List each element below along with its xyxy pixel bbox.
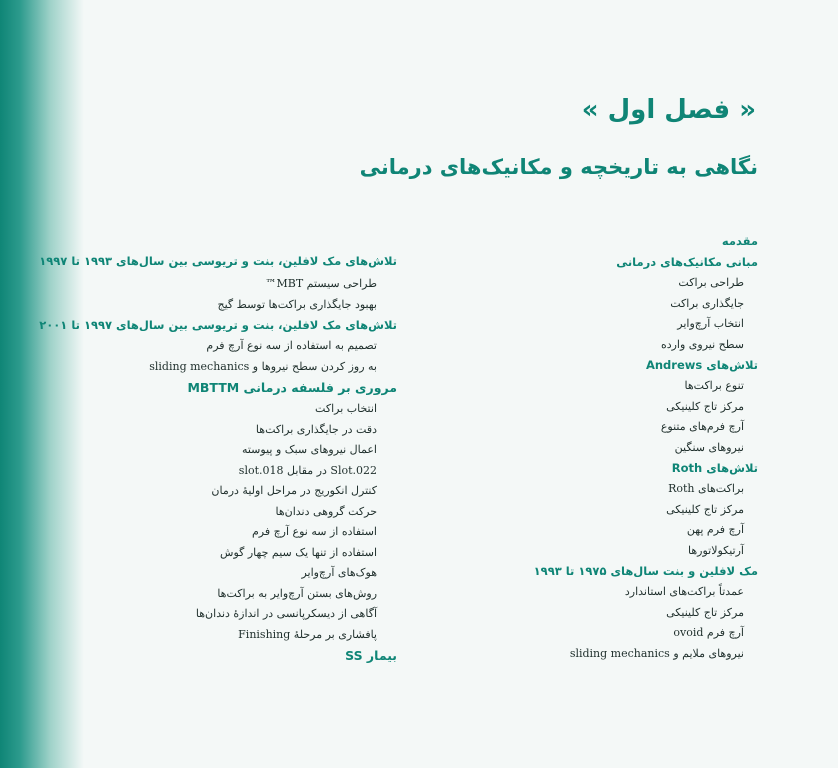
toc-item-clinical-crown-center: مرکز تاج کلینیکی (666, 399, 744, 413)
toc-heading-mbt-philosophy: مروری بر فلسفه درمانی MBTTM (187, 380, 397, 395)
toc-item-articulators: آرتیکولاتورها (688, 543, 744, 557)
toc-heading-patient-ss: بیمار SS (345, 648, 397, 663)
toc-item-archwire-hooks: هوک‌های آرچ‌وایر (301, 566, 377, 579)
toc-item-three-arch-forms-decision: تصمیم به استفاده از سه نوع آرچ فرم (206, 339, 377, 352)
toc-heading-1997-2001: تلاش‌های مک لافلین، بنت و تریوسی بین سال‌های ۱۹۹۷ تا ۲۰۰۱ (39, 318, 397, 332)
toc-item-clinical-crown-center-3: مرکز تاج کلینیکی (666, 605, 744, 619)
toc-item-archwire-selection: انتخاب آرچ‌وایر (677, 317, 744, 330)
toc-item-clinical-crown-center-2: مرکز تاج کلینیکی (666, 502, 744, 516)
toc-heading-roth: تلاش‌های Roth (671, 461, 758, 475)
toc-item-standard-brackets: عمدتاً براکت‌های استاندارد (624, 585, 744, 598)
toc-item-gauge-placement: بهبود جایگذاری براکت‌ها توسط گیج (217, 297, 377, 311)
toc-item-heavy-forces: نیروهای سنگین (674, 440, 744, 454)
toc-item-broad-arch-form: آرچ فرم پهن (686, 523, 744, 536)
toc-item-three-arch-forms-use: استفاده از سه نوع آرچ فرم (251, 525, 377, 538)
toc-item-anchorage-control: کنترل انکوریج در مراحل اولیهٔ درمان (211, 484, 377, 497)
toc-item-archwire-ligation-methods: روش‌های بستن آرچ‌وایر به براکت‌ها (217, 586, 377, 600)
toc-heading-treatment-mechanics-basics: مبانی مکانیک‌های درمانی (616, 255, 758, 269)
toc-heading-1993-1997: تلاش‌های مک لافلین، بنت و تریوسی بین سال‌های ۱۹۹۳ تا ۱۹۹۷ (39, 254, 397, 268)
toc-item-bracket-placement: جایگذاری براکت (670, 296, 744, 310)
toc-heading-andrews: تلاش‌های Andrews (645, 358, 758, 372)
toc-item-bracket-variety: تنوع براکت‌ها (684, 379, 744, 392)
table-of-contents-right-column (498, 231, 758, 664)
toc-item-group-tooth-movement: حرکت گروهی دندان‌ها (275, 504, 377, 518)
toc-item-bracket-selection: انتخاب براکت (315, 402, 377, 415)
toc-item-roth-brackets: براکت‌های Roth (668, 482, 744, 495)
toc-heading-introduction: مقدمه (721, 234, 758, 248)
toc-item-ovoid-arch-form: آرچ فرم ovoid (673, 626, 744, 639)
chapter-subtitle: نگاهی به تاریخچه و مکانیک‌های درمانی (359, 155, 758, 179)
toc-item-finishing-emphasis: پافشاری بر مرحلهٔ Finishing (238, 627, 377, 641)
toc-item-light-continuous-forces: اعمال نیروهای سبک و پیوسته (241, 443, 377, 456)
table-of-contents-left-column (39, 251, 397, 667)
toc-item-slot-comparison: Slot.022 در مقابل slot.018 (238, 463, 377, 477)
toc-item-varied-arch-forms: آرچ فرم‌های متنوع (660, 420, 744, 433)
chapter-title: « فصل اول » (581, 95, 756, 125)
toc-item-tooth-size-discrepancy: آگاهی از دیسکرپانسی در اندازهٔ دندان‌ها (195, 607, 377, 620)
toc-heading-mclaughlin-bennett-1975-1993: مک لافلین و بنت سال‌های ۱۹۷۵ تا ۱۹۹۳ (533, 564, 758, 578)
toc-item-single-rectangular-wire: استفاده از تنها یک سیم چهار گوش (220, 545, 377, 559)
toc-item-bracket-placement-accuracy: دقت در جایگذاری براکت‌ها (255, 422, 377, 436)
toc-item-bracket-design: طراحی براکت (678, 276, 744, 289)
toc-item-force-level: سطح نیروی وارده (660, 337, 744, 351)
toc-item-mbt-system-design: طراحی سیستم MBT™ (265, 277, 377, 290)
toc-item-light-forces-sliding-mechanics: نیروهای ملایم و sliding mechanics (569, 646, 744, 660)
toc-item-update-force-levels: به روز کردن سطح نیروها و sliding mechanics (149, 359, 377, 373)
